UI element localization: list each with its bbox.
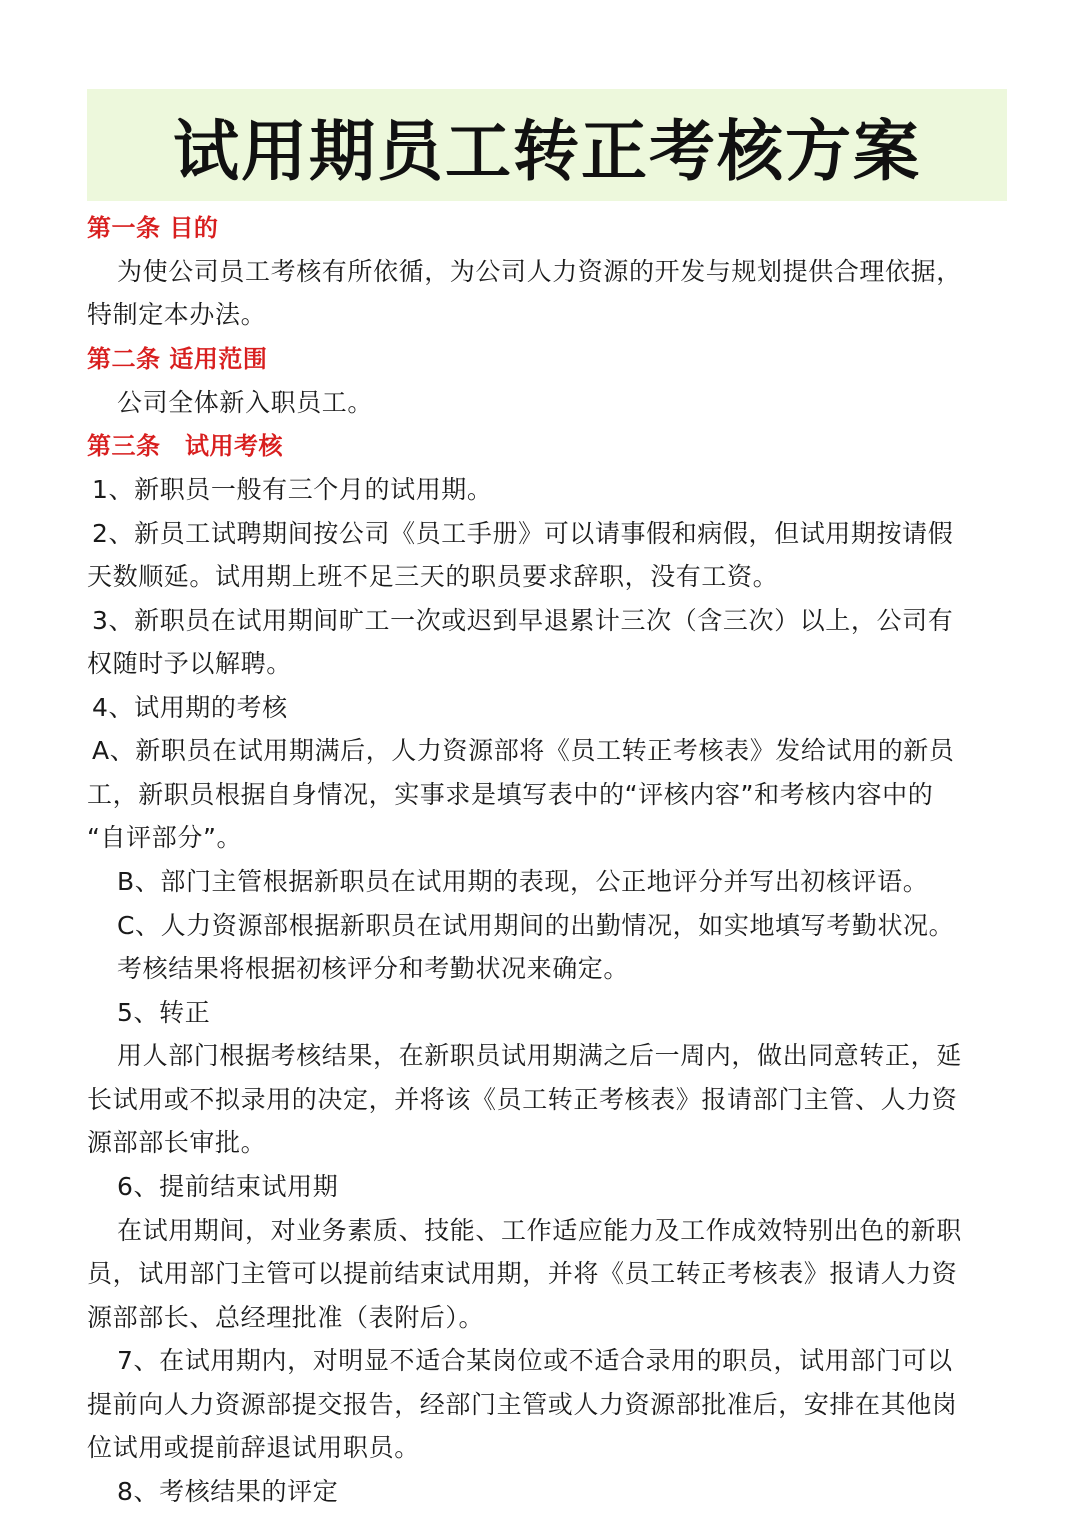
paragraph-line: 在试用期间，对业务素质、技能、工作适应能力及工作成效特别出色的新职 xyxy=(117,1216,962,1245)
paragraph-line: 长试用或不拟录用的决定，并将该《员工转正考核表》报请部门主管、人力资 xyxy=(87,1085,958,1114)
list-item: 1、新职员一般有三个月的试用期。 xyxy=(92,475,493,504)
list-item-continuation: 工，新职员根据自身情况，实事求是填写表中的“评核内容”和考核内容中的 xyxy=(87,780,934,809)
paragraph-line: 源部部长审批。 xyxy=(87,1128,267,1157)
paragraph-line: 特制定本办法。 xyxy=(87,300,267,329)
list-item-continuation: “自评部分”。 xyxy=(87,823,243,852)
paragraph-line: 为使公司员工考核有所依循，为公司人力资源的开发与规划提供合理依据， xyxy=(117,257,962,286)
list-item: 6、提前结束试用期 xyxy=(117,1172,339,1201)
list-item: 3、新职员在试用期间旷工一次或迟到早退累计三次（含三次）以上，公司有 xyxy=(92,606,954,635)
section-heading-scope: 第二条 适用范围 xyxy=(87,345,268,373)
paragraph-line: 源部部长、总经理批准（表附后）。 xyxy=(87,1303,485,1332)
section-heading-purpose: 第一条 目的 xyxy=(87,214,219,242)
list-item-continuation: 位试用或提前辞退试用职员。 xyxy=(87,1433,420,1462)
list-item: 8、考核结果的评定 xyxy=(117,1477,339,1506)
list-item: C、人力资源部根据新职员在试用期间的出勤情况，如实地填写考勤状况。 xyxy=(117,911,955,940)
paragraph-line: 公司全体新入职员工。 xyxy=(117,388,374,417)
paragraph-line: 用人部门根据考核结果，在新职员试用期满之后一周内，做出同意转正，延 xyxy=(117,1041,962,1070)
document-title: 试用期员工转正考核方案 xyxy=(173,112,921,190)
title-banner xyxy=(87,89,1007,201)
list-item-continuation: 提前向人力资源部提交报告，经部门主管或人力资源部批准后，安排在其他岗 xyxy=(87,1390,958,1419)
list-item-continuation: 天数顺延。试用期上班不足三天的职员要求辞职，没有工资。 xyxy=(87,562,779,591)
list-item: 4、试用期的考核 xyxy=(92,693,288,722)
list-item: 7、在试用期内，对明显不适合某岗位或不适合录用的职员，试用部门可以 xyxy=(117,1346,953,1375)
list-item: 2、新员工试聘期间按公司《员工手册》可以请事假和病假，但试用期按请假 xyxy=(92,519,954,548)
paragraph-line: 员，试用部门主管可以提前结束试用期，并将《员工转正考核表》报请人力资 xyxy=(87,1259,958,1288)
list-item: B、部门主管根据新职员在试用期的表现，公正地评分并写出初核评语。 xyxy=(117,867,929,896)
list-item-continuation: 权随时予以解聘。 xyxy=(87,649,292,678)
list-item: A、新职员在试用期满后，人力资源部将《员工转正考核表》发给试用的新员 xyxy=(92,736,955,765)
paragraph-line: 考核结果将根据初核评分和考勤状况来确定。 xyxy=(117,954,630,983)
list-item: 5、转正 xyxy=(117,998,211,1027)
section-heading-probation-assessment: 第三条 试用考核 xyxy=(87,432,283,460)
